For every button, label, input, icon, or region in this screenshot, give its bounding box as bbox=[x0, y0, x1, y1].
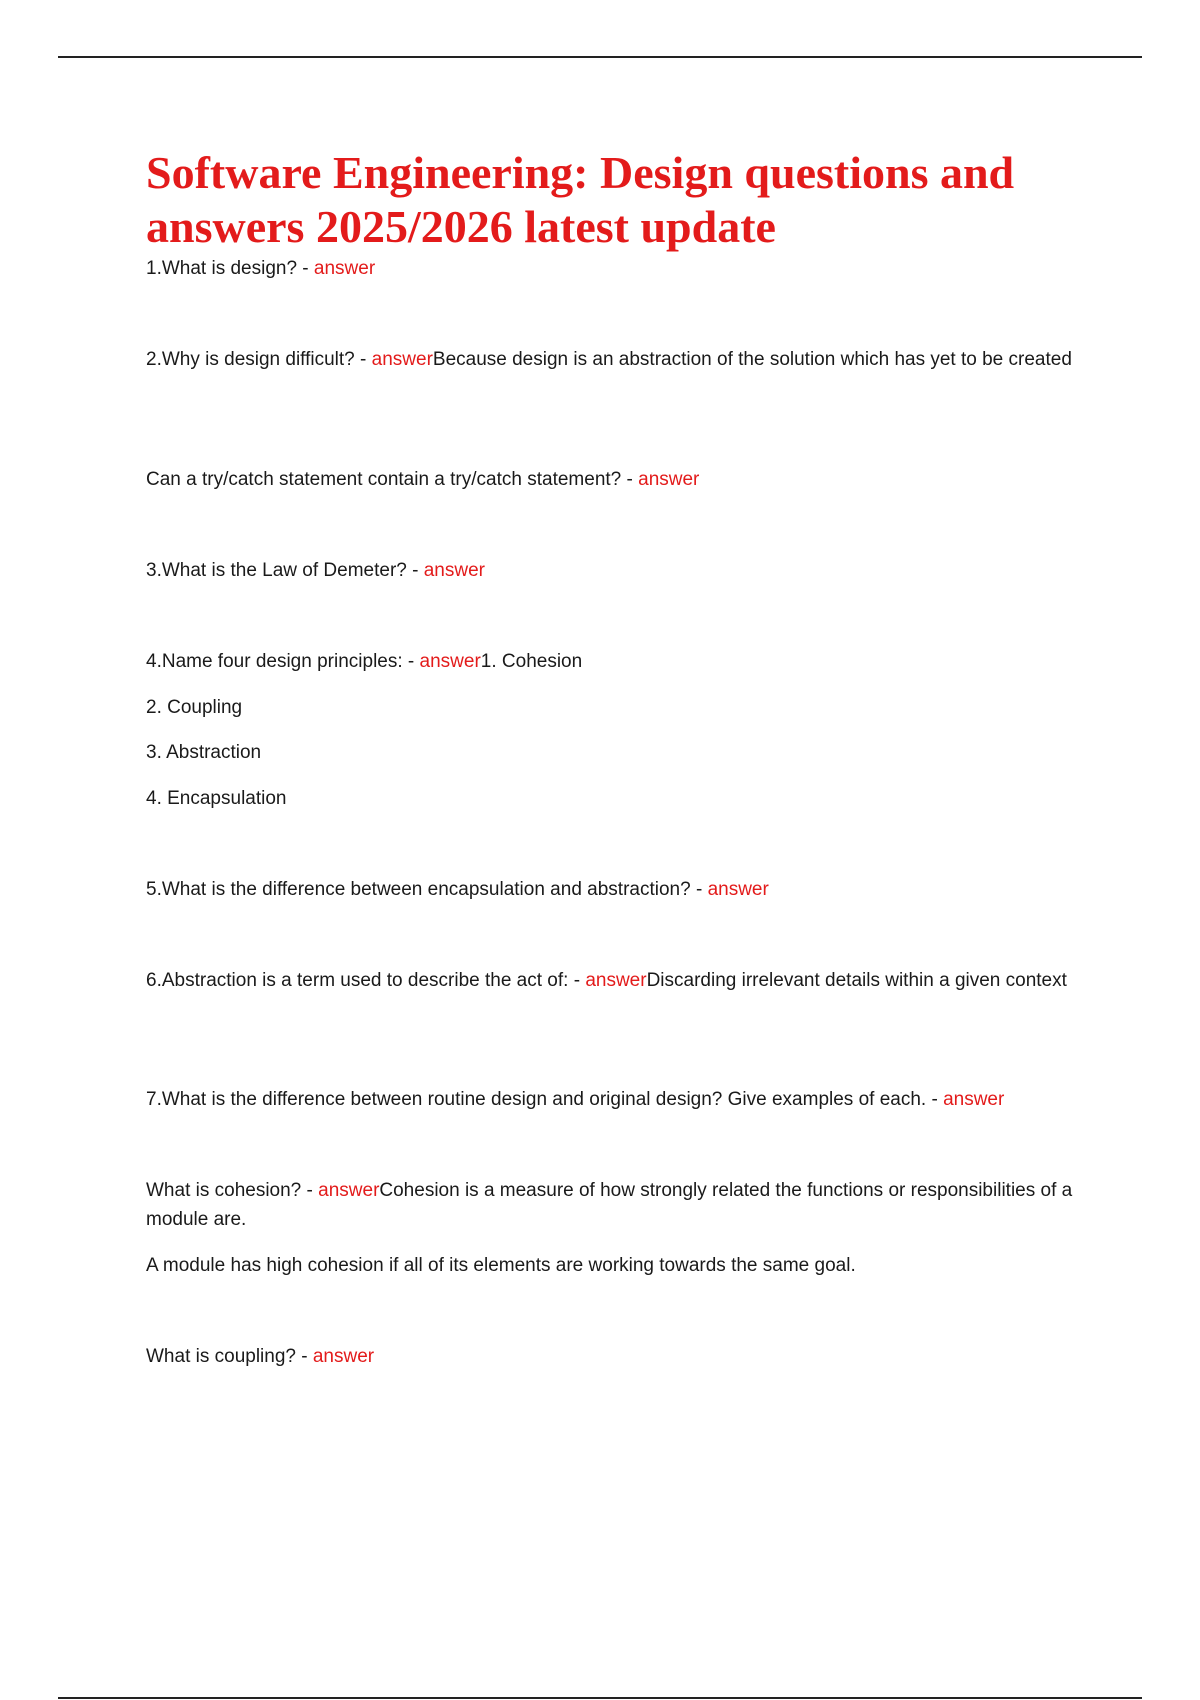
answer-label: answer bbox=[423, 560, 485, 581]
document-title: Software Engineering: Design questions and answers 2025/2026 latest update bbox=[146, 147, 1015, 252]
answer-text: Because design is an abstraction of the solution which has yet to be created bbox=[432, 349, 1072, 370]
answer-label: answer bbox=[943, 1089, 1005, 1110]
answer-text: Discarding irrelevant details within a given context bbox=[646, 970, 1067, 991]
qa-item-2 bbox=[146, 345, 1076, 374]
paragraph: A module has high cohesion if all of its elements are working towards the same goal. bbox=[146, 1255, 856, 1276]
qa-item-6 bbox=[146, 875, 1076, 904]
qa-item-8 bbox=[146, 1085, 1076, 1114]
separator: - bbox=[297, 258, 314, 279]
footer-rule bbox=[58, 1697, 1142, 1699]
question-text: 1.What is design? bbox=[146, 258, 298, 279]
question-text: 7.What is the difference between routine design and original design? Give examples of each. bbox=[146, 1089, 927, 1110]
question-text: 4.Name four design principles: bbox=[146, 651, 403, 672]
question-text: 2.Why is design difficult? bbox=[146, 349, 355, 370]
answer-label: answer bbox=[318, 1180, 380, 1201]
separator: - bbox=[621, 469, 639, 490]
list-item: 4. Encapsulation bbox=[146, 788, 287, 809]
list-item: 3. Abstraction bbox=[146, 742, 262, 763]
qa-item-3 bbox=[146, 465, 1076, 494]
question-text: Can a try/catch statement contain a try/catch statement? bbox=[146, 469, 622, 490]
question-text: 3.What is the Law of Demeter? bbox=[146, 560, 407, 581]
qa-item-5 bbox=[146, 647, 1076, 676]
question-text: 5.What is the difference between encapsulation and abstraction? bbox=[146, 879, 691, 900]
question-text: 6.Abstraction is a term used to describe the act of: bbox=[146, 970, 569, 991]
qa-item-7 bbox=[146, 966, 1076, 995]
separator: - bbox=[926, 1089, 944, 1110]
separator: - bbox=[301, 1180, 319, 1201]
separator: - bbox=[295, 1346, 313, 1367]
answer-label: answer bbox=[313, 258, 376, 279]
answer-label: answer bbox=[585, 970, 647, 991]
answer-label: answer bbox=[419, 651, 481, 672]
separator: - bbox=[690, 879, 708, 900]
header-rule bbox=[58, 56, 1142, 58]
question-text: What is cohesion? bbox=[146, 1180, 302, 1201]
qa-item-4 bbox=[146, 556, 1076, 585]
qa-item-10 bbox=[146, 1342, 1076, 1371]
answer-label: answer bbox=[638, 469, 700, 490]
question-text: What is coupling? bbox=[146, 1346, 296, 1367]
separator: - bbox=[568, 970, 586, 991]
answer-label: answer bbox=[312, 1346, 375, 1367]
answer-label: answer bbox=[707, 879, 769, 900]
separator: - bbox=[402, 651, 420, 672]
list-item: 2. Coupling bbox=[146, 697, 243, 718]
answer-label: answer bbox=[371, 349, 433, 370]
qa-item-1 bbox=[146, 254, 1076, 283]
separator: - bbox=[406, 560, 424, 581]
answer-text: 1. Cohesion bbox=[480, 651, 583, 672]
answer-text: Cohesion is a measure of how strongly related the functions or responsibilities of a module are. bbox=[146, 1180, 1073, 1230]
qa-item-9 bbox=[146, 1176, 1076, 1234]
separator: - bbox=[354, 349, 372, 370]
